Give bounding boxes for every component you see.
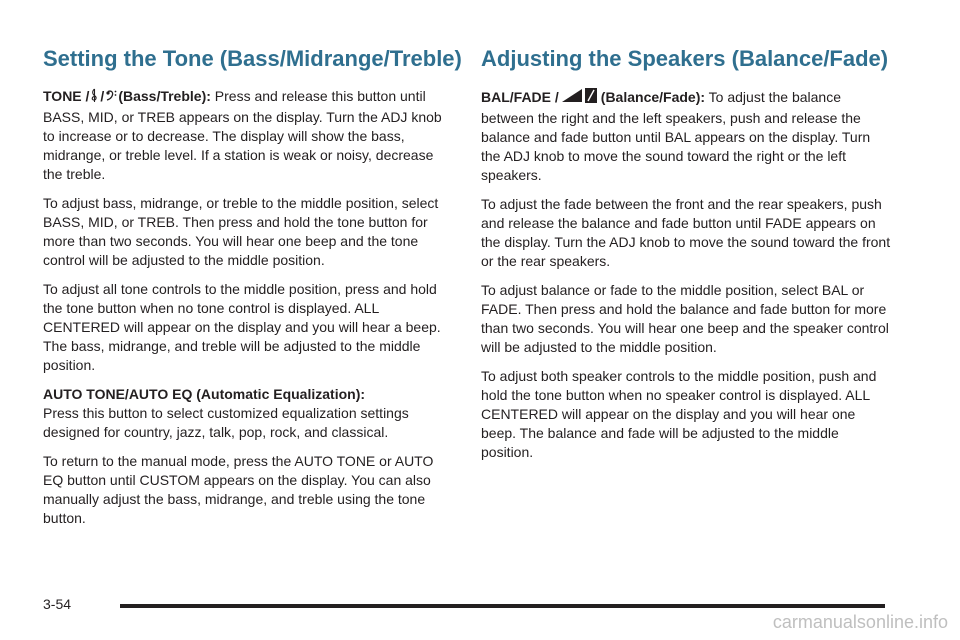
bass-clef-icon — [105, 88, 117, 108]
treble-clef-icon — [90, 88, 99, 108]
bal-fade-lead-a: BAL/FADE / — [481, 89, 559, 105]
tone-all-center-paragraph: To adjust all tone controls to the middle position, press and hold the tone button when no tone control is displayed. ALL CENTERED will appear on the display and you will hear a beep. The bass, midrange, and treble will be adjusted to the middle position. — [43, 281, 441, 373]
tone-lead-c: (Bass/Treble): — [118, 88, 211, 104]
fade-paragraph: To adjust the fade between the front and the rear speakers, push and release the balance and fade button until FADE appears on the display. Turn the ADJ knob to move the sound toward the front or the rear speakers. — [481, 196, 891, 269]
auto-tone-lead: AUTO TONE/AUTO EQ (Automatic Equalization): — [43, 386, 366, 402]
bal-fade-paragraph — [481, 87, 891, 185]
speakers-all-center-paragraph: To adjust both speaker controls to the middle position, push and hold the tone button when no speaker control is displayed. ALL CENTERED will appear on the display and you will hear one beep. The balance and fade will be adjusted to the middle position. — [481, 368, 877, 460]
tone-middle-paragraph: To adjust bass, midrange, or treble to the middle position, select BASS, MID, or TREB. Then press and hold the tone button for more than two seconds. You will hear one beep and the tone control will be adjusted to the middle position. — [43, 195, 439, 268]
watermark: carmanualsonline.info — [772, 612, 948, 632]
footer-rule — [120, 604, 885, 608]
manual-mode-paragraph: To return to the manual mode, press the AUTO TONE or AUTO EQ button until CUSTOM appears on the display. You can also manually adjust the bass, midrange, and treble using the tone button. — [43, 453, 434, 526]
speakers-section-heading: Adjusting the Speakers (Balance/Fade) — [481, 46, 889, 71]
auto-tone-paragraph — [43, 385, 453, 442]
tone-lead-b: / — [100, 88, 105, 104]
page-number: 3-54 — [43, 596, 72, 612]
bal-fade-lead-b: (Balance/Fade): — [600, 89, 706, 105]
tone-button-paragraph — [43, 87, 453, 184]
tone-lead-a: TONE / — [43, 88, 90, 104]
balance-middle-paragraph: To adjust balance or fade to the middle position, select BAL or FADE. Then press and hold the balance and fade button for more than two seconds. You will hear one beep and the speaker control will be adjusted to the middle position. — [481, 282, 889, 355]
balance-fade-icon — [560, 87, 600, 109]
right-column — [481, 46, 891, 472]
tone-section-heading: Setting the Tone (Bass/Midrange/Treble) — [43, 46, 462, 71]
auto-tone-text: Press this button to select customized equalization settings designed for country, jazz, talk, pop, rock, and classical. — [43, 405, 409, 440]
tone-body-text: Press and release this button until BASS, MID, or TREB appears on the display. Turn the ADJ knob to increase or to decrease. The display will show the bass, midrange, or treble level. If a station is weak or noisy, decrease the treble. — [43, 88, 442, 182]
bal-fade-body-text: To adjust the balance between the right and the left speakers, push and release the balance and fade button until BAL appears on the display. Turn the ADJ knob to move the sound toward the right or the left speakers. — [481, 89, 871, 183]
left-column — [43, 46, 462, 538]
